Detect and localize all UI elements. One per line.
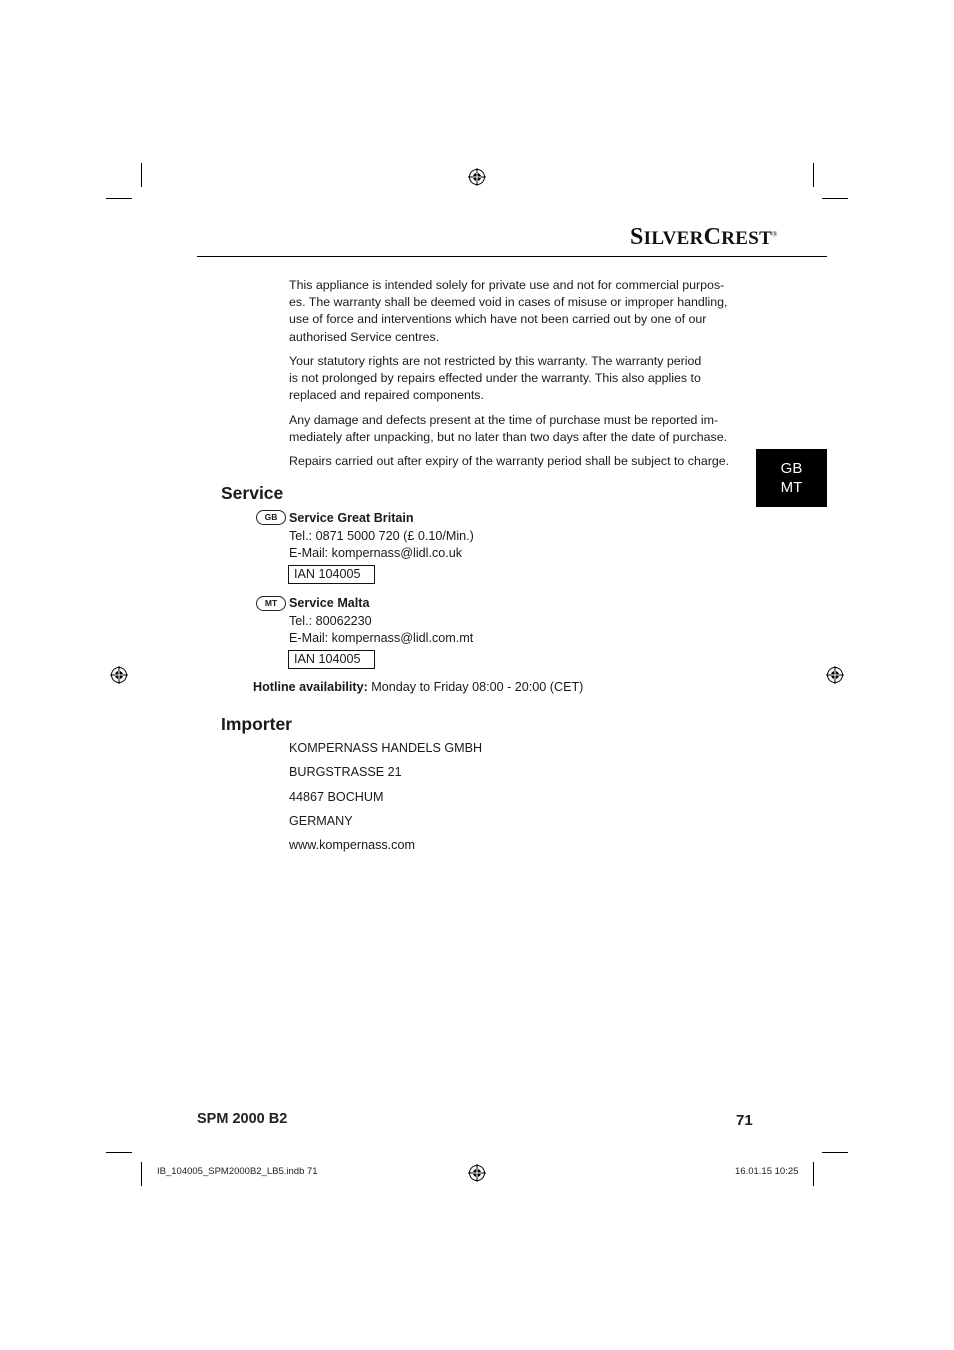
service-mt-ian: IAN 104005 <box>288 650 375 669</box>
registration-mark-icon <box>110 666 128 684</box>
crop-mark <box>813 1162 814 1186</box>
registration-mark-icon <box>468 1164 486 1182</box>
service-mt-email: E-Mail: kompernass@lidl.com.mt <box>289 631 474 645</box>
importer-heading: Importer <box>221 714 292 734</box>
brand-logo: SILVERCREST® <box>630 224 778 250</box>
crop-mark <box>141 1162 142 1186</box>
hotline-value: Monday to Friday 08:00 - 20:00 (CET) <box>367 680 584 694</box>
registration-mark-icon <box>826 666 844 684</box>
importer-street: BURGSTRASSE 21 <box>289 765 402 779</box>
hotline-label: Hotline availability: <box>253 680 368 694</box>
warranty-paragraph-2: Your statutory rights are not restricted by this warranty. The warranty period is not prolonged by repairs effected under the warranty. This also applies to replaced and repaired components. <box>289 354 702 403</box>
crop-mark <box>106 1152 132 1153</box>
language-tab <box>756 449 827 507</box>
language-code-mt: MT <box>780 479 803 496</box>
mt-badge: MT <box>256 596 286 611</box>
crop-mark <box>106 198 132 199</box>
print-slug-file: IB_104005_SPM2000B2_LB5.indb 71 <box>157 1166 318 1177</box>
service-heading: Service <box>221 483 284 503</box>
warranty-paragraph-3: Any damage and defects present at the time of purchase must be reported im- mediately after unpacking, but no later than two days after the date of purchase. <box>289 413 728 445</box>
crop-mark <box>141 163 142 187</box>
warranty-paragraph-4: Repairs carried out after expiry of the warranty period shall be subject to charge. <box>289 454 730 468</box>
service-mt-tel: Tel.: 80062230 <box>289 614 372 628</box>
hotline-availability <box>253 679 583 696</box>
importer-company: KOMPERNASS HANDELS GMBH <box>289 741 483 755</box>
warranty-paragraph-1: This appliance is intended solely for private use and not for commercial purpos- es. The warranty shall be deemed void in cases of misuse or improper handling, use of force and interventions which have not been carried out by one of our authorised Service centres. <box>289 278 728 344</box>
model-number: SPM 2000 B2 <box>197 1111 288 1127</box>
crop-mark <box>822 1152 848 1153</box>
service-gb-ian: IAN 104005 <box>288 565 375 584</box>
page-number: 71 <box>736 1112 753 1129</box>
importer-city: 44867 BOCHUM <box>289 790 384 804</box>
service-gb-title: Service Great Britain <box>289 511 414 525</box>
header-rule <box>197 256 827 257</box>
importer-country: GERMANY <box>289 814 353 828</box>
service-gb-email: E-Mail: kompernass@lidl.co.uk <box>289 546 463 560</box>
language-code-gb: GB <box>780 460 803 477</box>
gb-badge: GB <box>256 510 286 525</box>
crop-mark <box>813 163 814 187</box>
registration-mark-icon <box>468 168 486 186</box>
crop-mark <box>822 198 848 199</box>
service-mt-title: Service Malta <box>289 596 370 610</box>
print-slug-date: 16.01.15 10:25 <box>735 1166 799 1177</box>
importer-website: www.kompernass.com <box>289 838 415 852</box>
service-gb-tel: Tel.: 0871 5000 720 (£ 0.10/Min.) <box>289 529 474 543</box>
